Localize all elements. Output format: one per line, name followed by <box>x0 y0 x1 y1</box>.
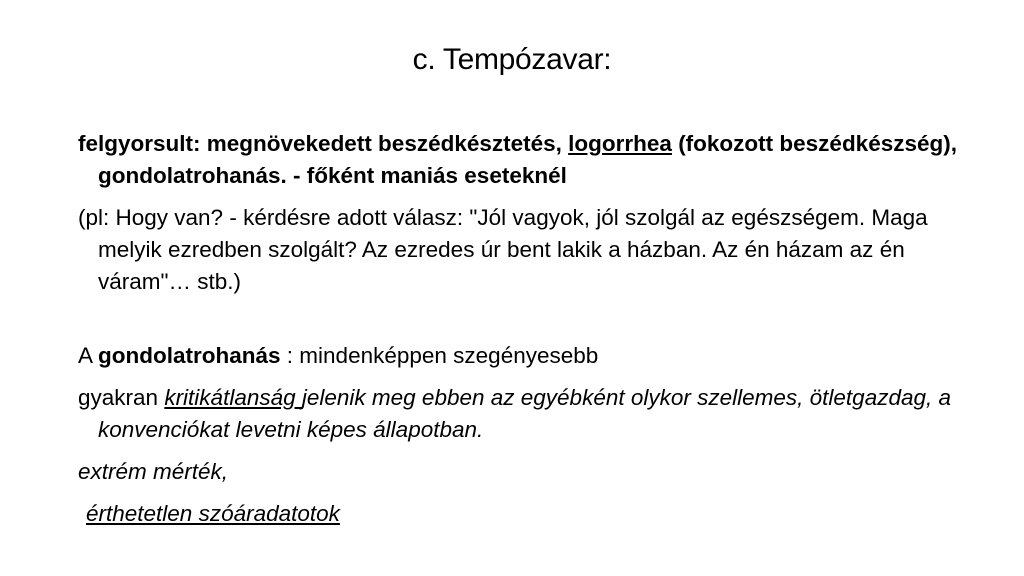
paragraph-word-flood <box>78 498 978 530</box>
p1-text-a: felgyorsult: megnövekedett beszédkésztetés, <box>78 131 569 156</box>
word-flood-term: érthetetlen szóáradatotok <box>86 501 340 526</box>
paragraph-criticism <box>78 382 978 446</box>
paragraph-extreme: extrém mérték, <box>78 459 229 484</box>
uncriticalness-term: kritikátlanság <box>164 385 302 410</box>
p1-text-c: (fokozott beszédkészség), gondolatrohanás. - főként maniás eseteknél <box>98 131 957 188</box>
paragraph-flight-of-ideas <box>78 340 978 372</box>
p3-text-c: : mindenképpen szegényesebb <box>280 343 599 368</box>
p4-text-c: jelenik meg ebben az egyébként olykor szellemes, ötletgazdag, a konvenciókat levetni képes állapotban. <box>98 385 952 442</box>
p3-text-a: A <box>78 343 99 368</box>
logorrhea-term: logorrhea <box>568 131 672 156</box>
flight-of-ideas-term: gondolatrohanás <box>98 343 281 368</box>
p4-text-a: gyakran <box>78 385 165 410</box>
paragraph-example: (pl: Hogy van? - kérdésre adott válasz: "Jól vagyok, jól szolgál az egészségem. Maga melyik ezredben szolgált? Az ezredes úr bent lakik a házban. Az én házam az én váram"… stb.) <box>78 205 928 294</box>
slide-body <box>78 128 978 530</box>
paragraph-acceleration <box>78 128 978 192</box>
slide-title: c. Tempózavar: <box>412 43 612 76</box>
